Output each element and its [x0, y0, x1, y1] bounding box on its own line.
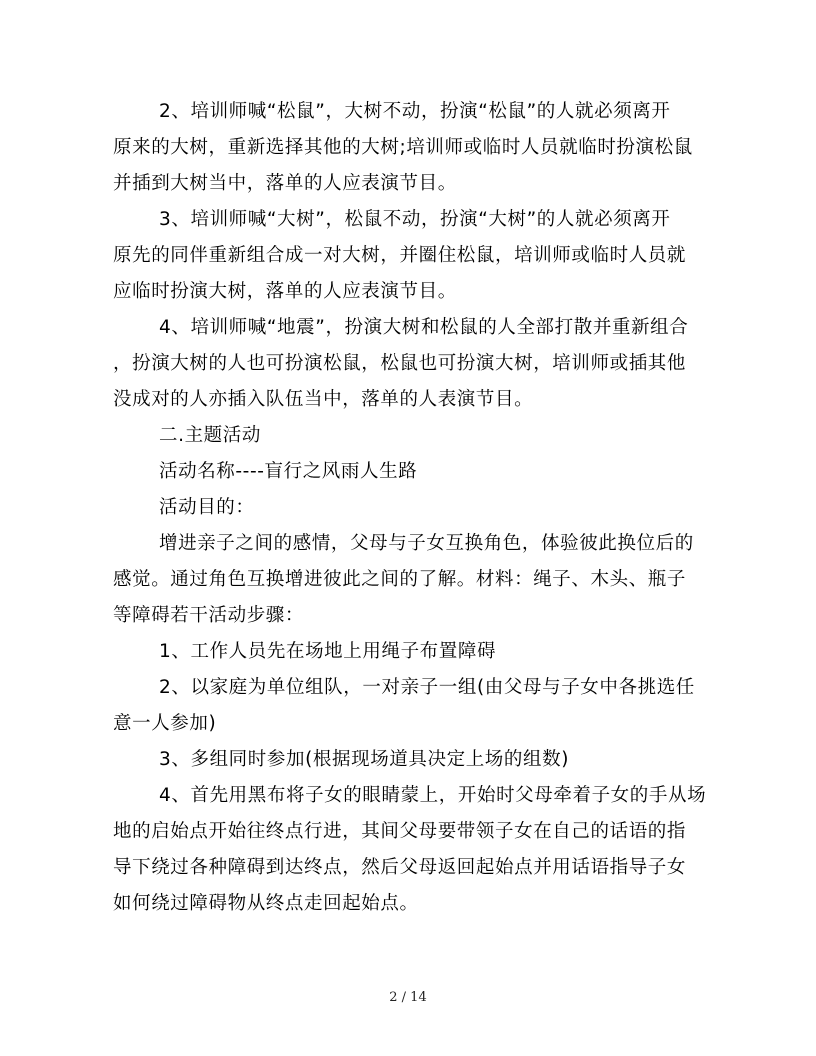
page-number: 2 / 14 [389, 990, 427, 1005]
document-body [113, 94, 713, 922]
text-line: 等障碍若干活动步骤： [113, 605, 305, 626]
text-line: 原先的同伴重新组合成一对大树，并圈住松鼠，培训师或临时人员就 [113, 245, 687, 266]
text-line: 增进亲子之间的感情，父母与子女互换角色，体验彼此换位后的 [159, 533, 694, 554]
text-line: 应临时扮演大树，落单的人应表演节目。 [113, 281, 457, 302]
text-line: 2、培训师喊“松鼠”，大树不动，扮演“松鼠”的人就必须离开 [159, 101, 671, 122]
text-line: 1、工作人员先在场地上用绳子布置障碍 [159, 641, 497, 662]
text-line: 导下绕过各种障碍到达终点，然后父母返回起始点并用话语指导子女 [113, 857, 687, 878]
text-line: 3、多组同时参加(根据现场道具决定上场的组数) [159, 749, 570, 770]
text-line: 没成对的人亦插入队伍当中，落单的人表演节目。 [113, 389, 534, 410]
text-line: 如何绕过障碍物从终点走回起始点。 [113, 893, 419, 914]
text-line: 活动目的： [159, 497, 255, 518]
text-line: 活动名称----盲行之风雨人生路 [159, 461, 418, 482]
text-line: 感觉。通过角色互换增进彼此之间的了解。材料：绳子、木头、瓶子 [113, 569, 687, 590]
text-line: 4、培训师喊“地震”，扮演大树和松鼠的人全部打散并重新组合 [159, 317, 689, 338]
text-line: 3、培训师喊“大树”，松鼠不动，扮演“大树”的人就必须离开 [159, 209, 671, 230]
text-line: 意一人参加) [113, 713, 217, 734]
text-line: 并插到大树当中，落单的人应表演节目。 [113, 173, 457, 194]
text-line: 原来的大树，重新选择其他的大树;培训师或临时人员就临时扮演松鼠 [113, 137, 693, 158]
text-line: 2、以家庭为单位组队，一对亲子一组(由父母与子女中各挑选任 [159, 677, 695, 698]
text-line: 4、首先用黑布将子女的眼睛蒙上，开始时父母牵着子女的手从场 [159, 785, 707, 806]
text-line: 地的启始点开始往终点行进，其间父母要带领子女在自己的话语的指 [113, 821, 687, 842]
section-heading: 二.主题活动 [159, 425, 261, 446]
text-line: ，扮演大树的人也可扮演松鼠，松鼠也可扮演大树，培训师或插其他 [113, 353, 687, 374]
